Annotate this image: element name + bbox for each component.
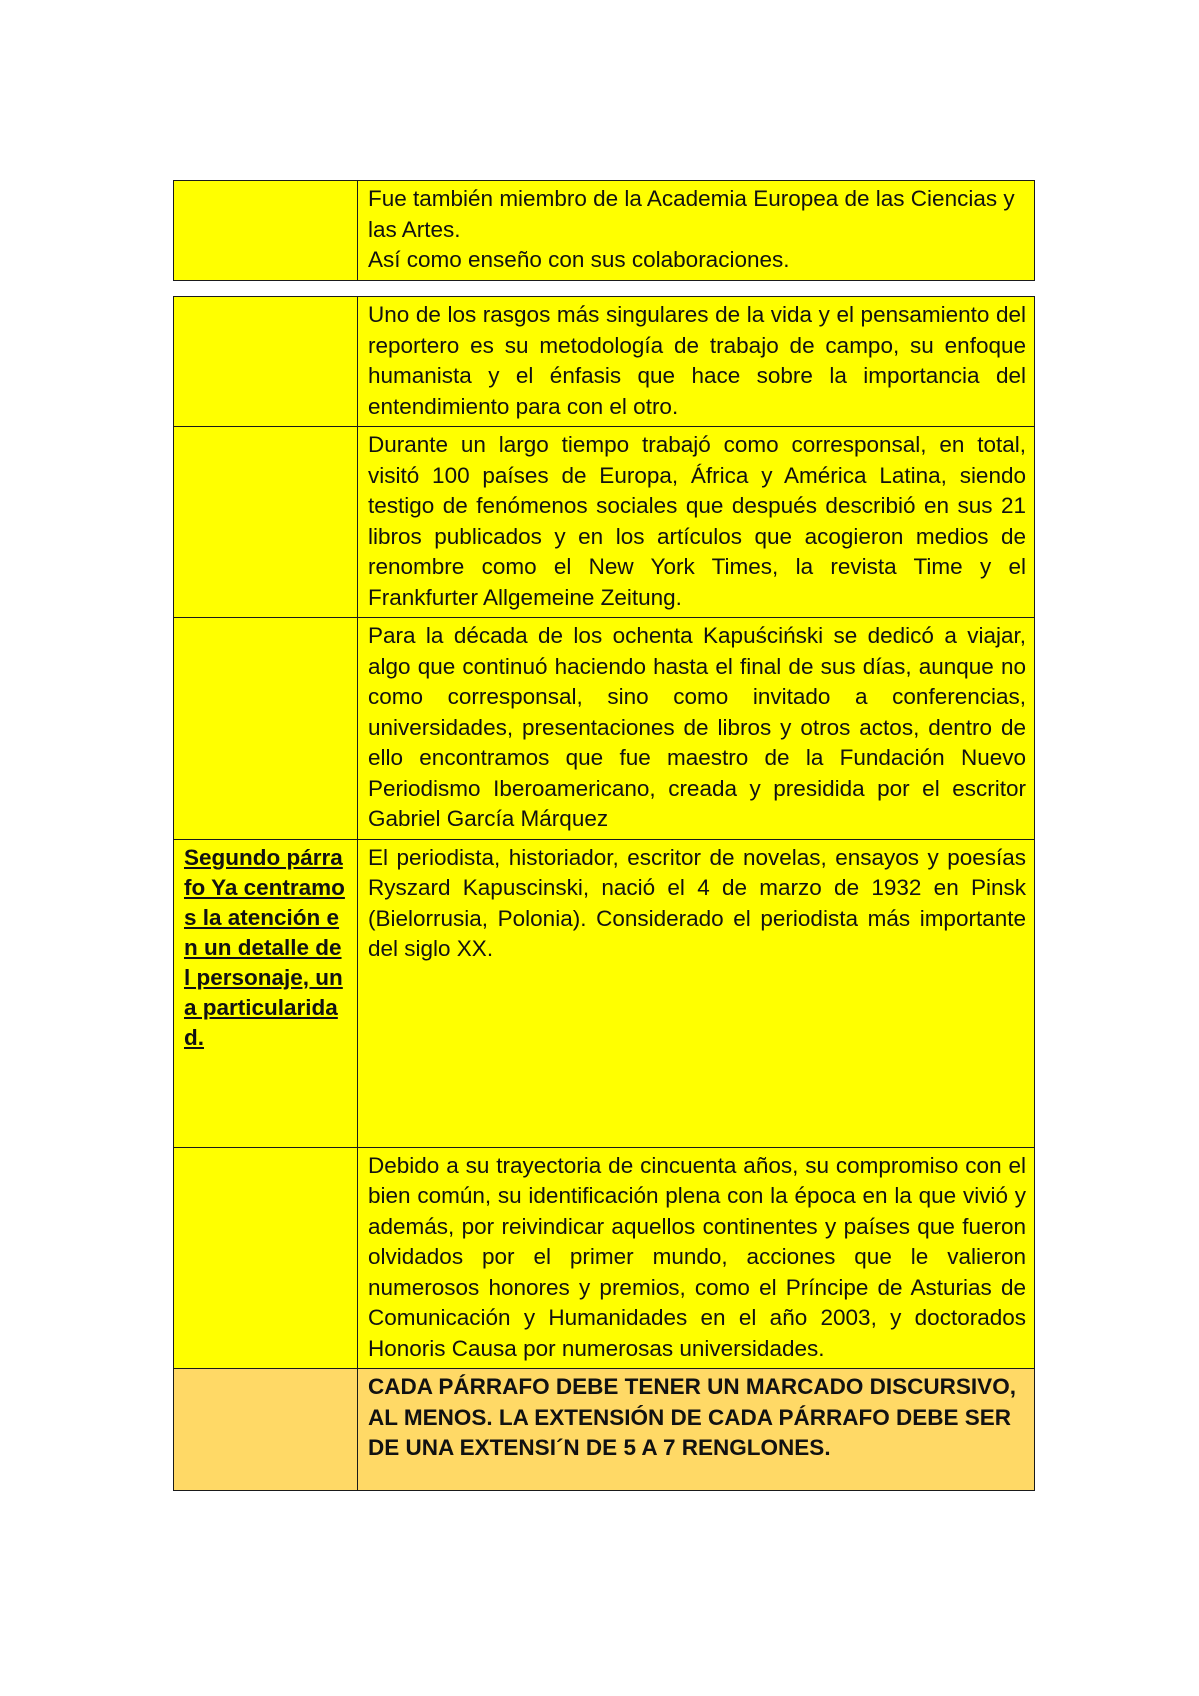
content-cell <box>358 181 1035 281</box>
table-row <box>174 427 1035 618</box>
table-row <box>174 618 1035 840</box>
content-cell: El periodista, historiador, escritor de novelas, ensayos y poesías Ryszard Kapuscinski, nació el 4 de marzo de 1932 en Pinsk (Bielorrusia, Polonia). Considerado el periodista más importante del siglo XX. <box>358 839 1035 1147</box>
instruction-text: CADA PÁRRAFO DEBE TENER UN MARCADO DISCURSIVO, AL MENOS. LA EXTENSIÓN DE CADA PÁRRAFO DEBE SER DE UNA EXTENSI´N DE 5 A 7 RENGLONES. <box>368 1374 1016 1460</box>
label-cell <box>174 427 358 618</box>
table-row <box>174 181 1035 281</box>
table-row <box>174 1369 1035 1491</box>
section-label: Segundo párrafo Ya centramos la atención en un detalle del personaje, una particularidad. <box>184 844 345 1050</box>
label-cell <box>174 1369 358 1491</box>
label-cell <box>174 181 358 281</box>
table-row <box>174 297 1035 427</box>
content-cell: Uno de los rasgos más singulares de la vida y el pensamiento del reportero es su metodología de trabajo de campo, su enfoque humanista y el énfasis que hace sobre la importancia del entendimiento para con el otro. <box>358 297 1035 427</box>
label-cell <box>174 618 358 840</box>
content-cell: Debido a su trayectoria de cincuenta años, su compromiso con el bien común, su identificación plena con la época en la que vivió y además, por reivindicar aquellos continentes y países que fueron olvidados por el primer mundo, acciones que le valieron numerosos honores y premios, como el Príncipe de Asturias de Comunicación y Humanidades en el año 2003, y doctorados Honoris Causa por numerosas universidades. <box>358 1147 1035 1369</box>
paragraph-structure-table <box>173 296 1035 1491</box>
content-line: Así como enseño con sus colaboraciones. <box>368 247 790 272</box>
content-line: Fue también miembro de la Academia Europea de las Ciencias y las Artes. <box>368 186 1015 242</box>
label-cell <box>174 297 358 427</box>
label-cell <box>174 1147 358 1369</box>
table-row <box>174 1147 1035 1369</box>
content-cell: Durante un largo tiempo trabajó como corresponsal, en total, visitó 100 países de Europa, África y América Latina, siendo testigo de fenómenos sociales que después describió en sus 21 libros publicados y en los artículos que acogieron medios de renombre como el New York Times, la revista Time y el Frankfurter Allgemeine Zeitung. <box>358 427 1035 618</box>
continuation-table <box>173 180 1035 281</box>
instruction-cell <box>358 1369 1035 1491</box>
table-row <box>174 839 1035 1147</box>
label-cell <box>174 839 358 1147</box>
content-cell: Para la década de los ochenta Kapuściński se dedicó a viajar, algo que continuó haciendo hasta el final de sus días, aunque no como corresponsal, sino como invitado a conferencias, universidades, presentaciones de libros y otros actos, dentro de ello encontramos que fue maestro de la Fundación Nuevo Periodismo Iberoamericano, creada y presidida por el escritor Gabriel García Márquez <box>358 618 1035 840</box>
